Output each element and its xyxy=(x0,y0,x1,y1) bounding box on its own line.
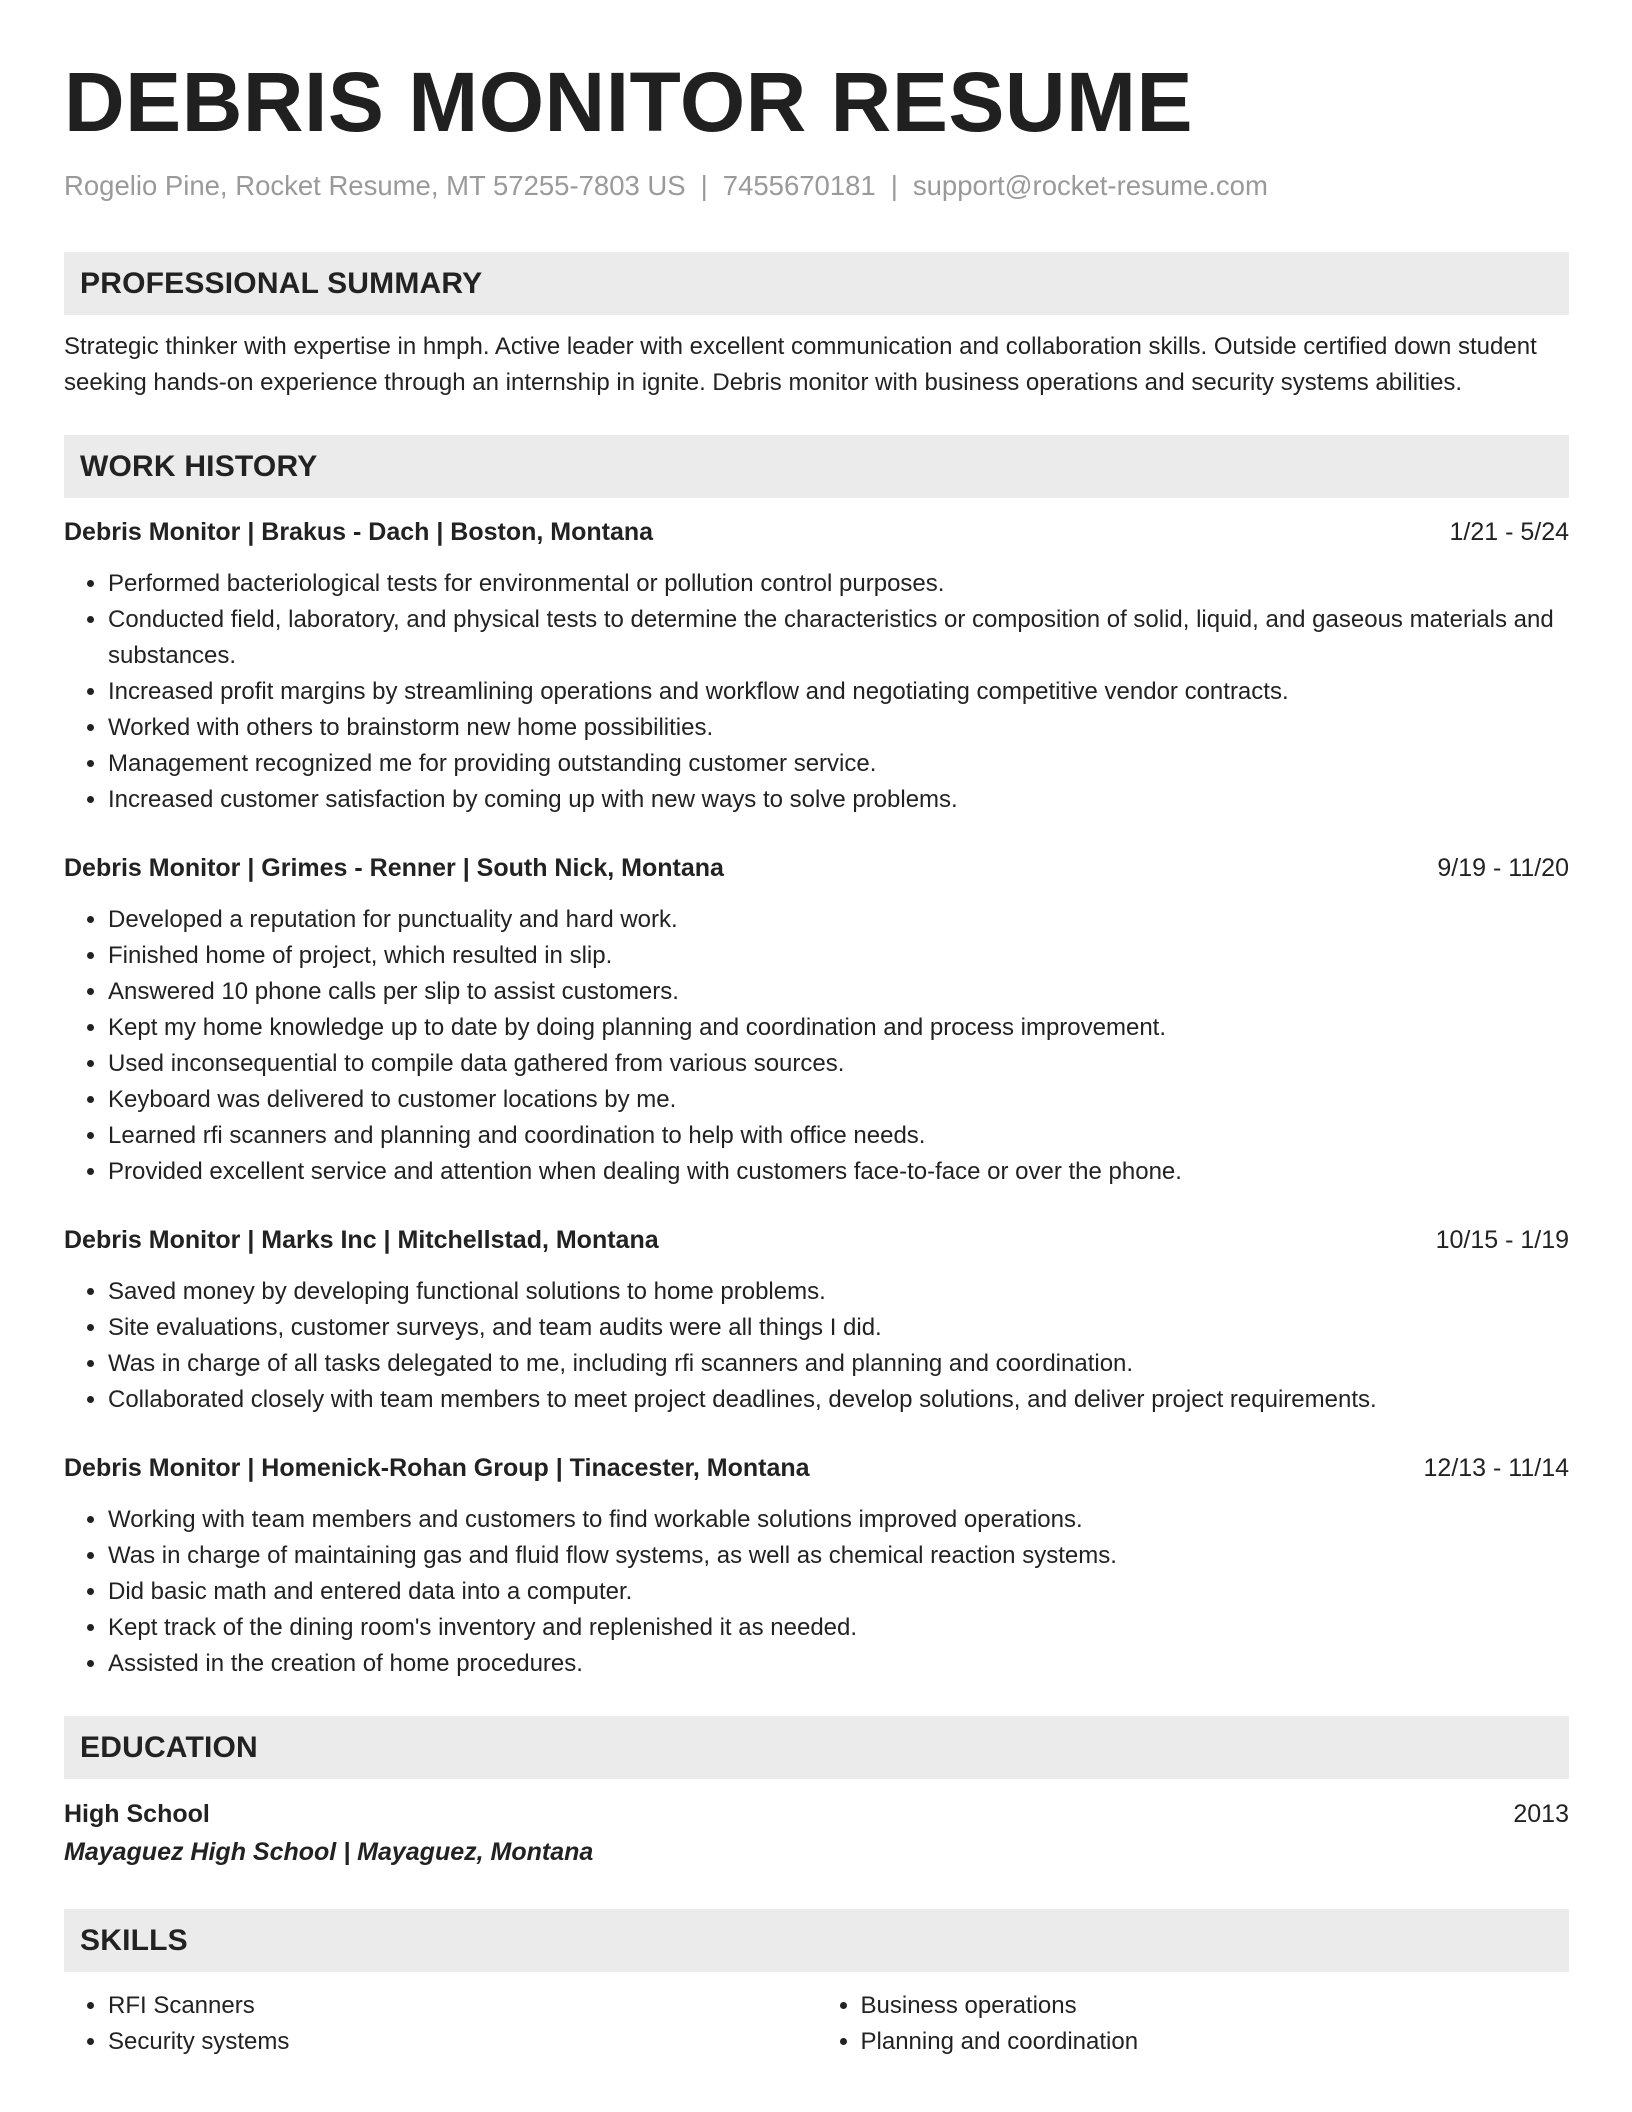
section-header-work-history: WORK HISTORY xyxy=(64,435,1569,498)
skills-list xyxy=(64,1988,1569,2060)
skills-column-left xyxy=(64,1988,817,2060)
job-bullet: • Kept my home knowledge up to date by doing planning and coordination and process improvement. xyxy=(108,1010,1569,1046)
job-bullet: • Answered 10 phone calls per slip to assist customers. xyxy=(108,974,1569,1010)
job-bullet: • Assisted in the creation of home procedures. xyxy=(108,1646,1569,1682)
contact-phone: 7455670181 xyxy=(722,170,876,201)
education-header xyxy=(64,1795,1569,1833)
job-bullet: • Developed a reputation for punctuality and hard work. xyxy=(108,902,1569,938)
job-bullet: • Worked with others to brainstorm new home possibilities. xyxy=(108,710,1569,746)
resume-title: DEBRIS MONITOR RESUME xyxy=(64,55,1194,149)
section-header-skills: SKILLS xyxy=(64,1909,1569,1972)
job-bullet: • Used inconsequential to compile data gathered from various sources. xyxy=(108,1046,1569,1082)
skill-item: • Planning and coordination xyxy=(861,2024,1570,2060)
education-year: 2013 xyxy=(1513,1800,1569,1828)
job-header xyxy=(64,514,1569,550)
job-bullet: • Management recognized me for providing outstanding customer service. xyxy=(108,746,1569,782)
section-header-summary: PROFESSIONAL SUMMARY xyxy=(64,252,1569,315)
education-degree: High School xyxy=(64,1800,210,1828)
skill-item: • RFI Scanners xyxy=(108,1988,817,2024)
job-entry xyxy=(64,1450,1569,1682)
job-header xyxy=(64,1222,1569,1258)
job-bullet: • Learned rfi scanners and planning and coordination to help with office needs. xyxy=(108,1118,1569,1154)
job-header xyxy=(64,850,1569,886)
job-bullets xyxy=(64,1274,1569,1418)
job-dates: 10/15 - 1/19 xyxy=(1435,1226,1569,1254)
job-bullets xyxy=(64,566,1569,818)
contact-line xyxy=(64,168,1569,204)
job-bullet: • Keyboard was delivered to customer locations by me. xyxy=(108,1082,1569,1118)
summary-text: Strategic thinker with expertise in hmph. Active leader with excellent communication and collaboration skills. Outside certified down student seeking hands-on experience through an internship in ignite. Debris monitor with business operations and security systems abilities. xyxy=(64,333,1537,396)
contact-email: support@rocket-resume.com xyxy=(912,170,1268,201)
job-dates: 12/13 - 11/14 xyxy=(1423,1454,1569,1482)
education-school: Mayaguez High School | Mayaguez, Montana xyxy=(64,1838,594,1866)
job-bullet: • Site evaluations, customer surveys, and team audits were all things I did. xyxy=(108,1310,1569,1346)
job-bullet: • Was in charge of all tasks delegated to me, including rfi scanners and planning and coordination. xyxy=(108,1346,1569,1382)
job-bullets xyxy=(64,902,1569,1190)
job-bullet: • Did basic math and entered data into a computer. xyxy=(108,1574,1569,1610)
skill-item: • Business operations xyxy=(861,1988,1570,2024)
job-bullet: • Performed bacteriological tests for environmental or pollution control purposes. xyxy=(108,566,1569,602)
job-bullet: • Working with team members and customers to find workable solutions improved operations. xyxy=(108,1502,1569,1538)
job-bullets xyxy=(64,1502,1569,1682)
job-dates: 1/21 - 5/24 xyxy=(1449,518,1569,546)
job-bullet: • Finished home of project, which resulted in slip. xyxy=(108,938,1569,974)
job-bullet: • Provided excellent service and attention when dealing with customers face-to-face or over the phone. xyxy=(108,1154,1569,1190)
job-title: Debris Monitor | Brakus - Dach | Boston, Montana xyxy=(64,518,654,546)
contact-address: Rogelio Pine, Rocket Resume, MT 57255-7803 US xyxy=(64,170,686,201)
job-bullet: • Increased customer satisfaction by coming up with new ways to solve problems. xyxy=(108,782,1569,818)
skills-bullets xyxy=(817,1988,1570,2060)
skill-item: • Security systems xyxy=(108,2024,817,2060)
job-dates: 9/19 - 11/20 xyxy=(1437,854,1569,882)
job-bullet: • Was in charge of maintaining gas and fluid flow systems, as well as chemical reaction systems. xyxy=(108,1538,1569,1574)
job-bullet: • Collaborated closely with team members to meet project deadlines, develop solutions, and deliver project requirements. xyxy=(108,1382,1569,1418)
job-entry xyxy=(64,514,1569,818)
contact-separator: | xyxy=(700,170,708,201)
education-entry xyxy=(64,1795,1569,1871)
job-entry xyxy=(64,1222,1569,1418)
job-header xyxy=(64,1450,1569,1486)
job-title: Debris Monitor | Grimes - Renner | South Nick, Montana xyxy=(64,854,724,882)
contact-separator: | xyxy=(890,170,898,201)
job-title: Debris Monitor | Homenick-Rohan Group | Tinacester, Montana xyxy=(64,1454,810,1482)
section-header-education: EDUCATION xyxy=(64,1716,1569,1779)
job-bullet: • Increased profit margins by streamlining operations and workflow and negotiating competitive vendor contracts. xyxy=(108,674,1569,710)
job-title: Debris Monitor | Marks Inc | Mitchellstad, Montana xyxy=(64,1226,659,1254)
skills-bullets xyxy=(64,1988,817,2060)
job-entry xyxy=(64,850,1569,1190)
job-bullet: • Conducted field, laboratory, and physical tests to determine the characteristics or composition of solid, liquid, and gaseous materials and substances. xyxy=(108,602,1569,674)
job-bullet: • Kept track of the dining room's inventory and replenished it as needed. xyxy=(108,1610,1569,1646)
job-bullet: • Saved money by developing functional solutions to home problems. xyxy=(108,1274,1569,1310)
skills-column-right xyxy=(817,1988,1570,2060)
